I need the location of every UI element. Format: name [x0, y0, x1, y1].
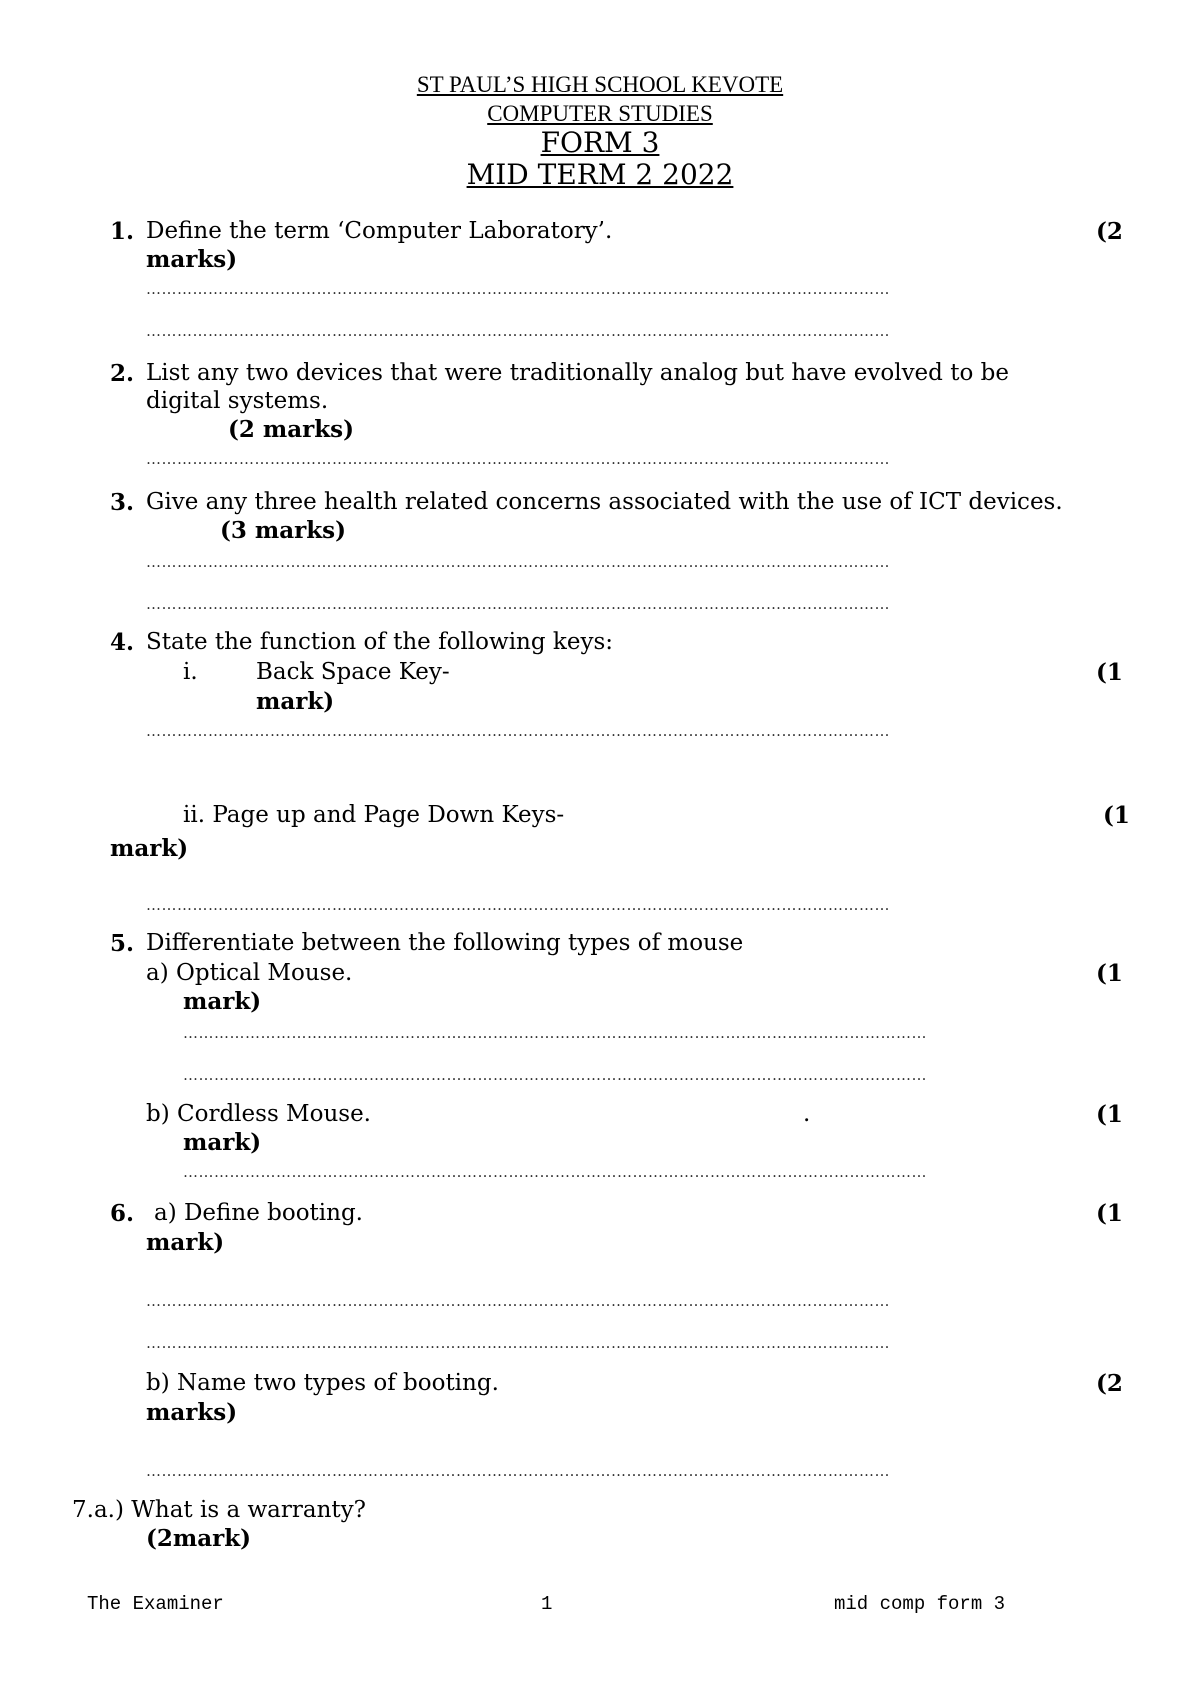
q5-b-dot: . — [803, 1101, 811, 1127]
q4-i-marks-cont: mark) — [256, 688, 335, 715]
footer-right: mid comp form 3 — [834, 1593, 1006, 1615]
subject-title: COMPUTER STUDIES — [487, 101, 713, 126]
q5-a-marks: (1 — [1096, 960, 1123, 987]
q4-text: State the function of the following keys: — [146, 629, 613, 655]
answer-line[interactable]: ……………………………………………………………………………………………………………………………… — [146, 280, 890, 298]
form-title: FORM 3 — [540, 126, 660, 159]
q1-marks-cont: marks) — [146, 246, 238, 273]
answer-line[interactable]: ……………………………………………………………………………………………………………………………… — [183, 1066, 927, 1084]
answer-line[interactable]: ……………………………………………………………………………………………………………………………… — [146, 1462, 890, 1480]
q5-number: 5. — [110, 930, 135, 957]
footer-left: The Examiner — [87, 1593, 224, 1615]
q4-ii-marks-cont: mark) — [110, 835, 189, 862]
answer-line[interactable]: ……………………………………………………………………………………………………………………………… — [146, 1292, 890, 1310]
q6-b-marks-cont: marks) — [146, 1399, 238, 1426]
q5-a-text: a) Optical Mouse. — [146, 960, 353, 986]
q6-number: 6. — [110, 1200, 135, 1227]
q3-number: 3. — [110, 489, 135, 516]
q2-text-line2: digital systems. — [146, 388, 329, 414]
q4-number: 4. — [110, 629, 135, 656]
q5-b-marks: (1 — [1096, 1101, 1123, 1128]
answer-line[interactable]: ……………………………………………………………………………………………………………………………… — [183, 1163, 927, 1181]
q5-a-marks-cont: mark) — [183, 988, 262, 1015]
answer-line[interactable]: ……………………………………………………………………………………………………………………………… — [146, 322, 890, 340]
q5-b-marks-cont: mark) — [183, 1129, 262, 1156]
q5-b-text: b) Cordless Mouse. — [146, 1101, 371, 1127]
q7-marks: (2mark) — [146, 1525, 252, 1552]
answer-line[interactable]: ……………………………………………………………………………………………………………………………… — [183, 1024, 927, 1042]
q3-marks: (3 marks) — [220, 517, 347, 544]
q2-number: 2. — [110, 360, 135, 387]
q3-text: Give any three health related concerns associated with the use of ICT devices. — [146, 489, 1063, 515]
page-number: 1 — [541, 1593, 553, 1615]
q6-a-marks: (1 — [1096, 1200, 1123, 1227]
q4-i-text: Back Space Key- — [256, 659, 450, 685]
q2-text-line1: List any two devices that were traditionally analog but have evolved to be — [146, 360, 1009, 386]
answer-line[interactable]: ……………………………………………………………………………………………………………………………… — [146, 595, 890, 613]
q5-text: Differentiate between the following types of mouse — [146, 930, 744, 956]
exam-title: MID TERM 2 2022 — [466, 158, 734, 191]
q1-number: 1. — [110, 218, 135, 245]
q6-a-text: a) Define booting. — [154, 1200, 363, 1226]
answer-line[interactable]: ……………………………………………………………………………………………………………………………… — [146, 896, 890, 914]
answer-line[interactable]: ……………………………………………………………………………………………………………………………… — [146, 722, 890, 740]
answer-line[interactable]: ……………………………………………………………………………………………………………………………… — [146, 1334, 890, 1352]
q6-b-text: b) Name two types of booting. — [146, 1370, 499, 1396]
q6-a-marks-cont: mark) — [146, 1229, 225, 1256]
q1-marks: (2 — [1096, 218, 1123, 245]
q4-i-marks: (1 — [1096, 659, 1123, 686]
q4-ii-marks: (1 — [1103, 802, 1130, 829]
school-name: ST PAUL’S HIGH SCHOOL KEVOTE — [416, 72, 784, 97]
answer-line[interactable]: ……………………………………………………………………………………………………………………………… — [146, 553, 890, 571]
q1-text: Define the term ‘Computer Laboratory’. — [146, 218, 613, 244]
q7-text: 7.a.) What is a warranty? — [72, 1497, 366, 1523]
answer-line[interactable]: ……………………………………………………………………………………………………………………………… — [146, 450, 890, 468]
q6-b-marks: (2 — [1096, 1370, 1123, 1397]
q4-i-label: i. — [183, 659, 198, 685]
q4-ii-text: ii. Page up and Page Down Keys- — [183, 802, 565, 828]
q2-marks: (2 marks) — [228, 416, 355, 443]
